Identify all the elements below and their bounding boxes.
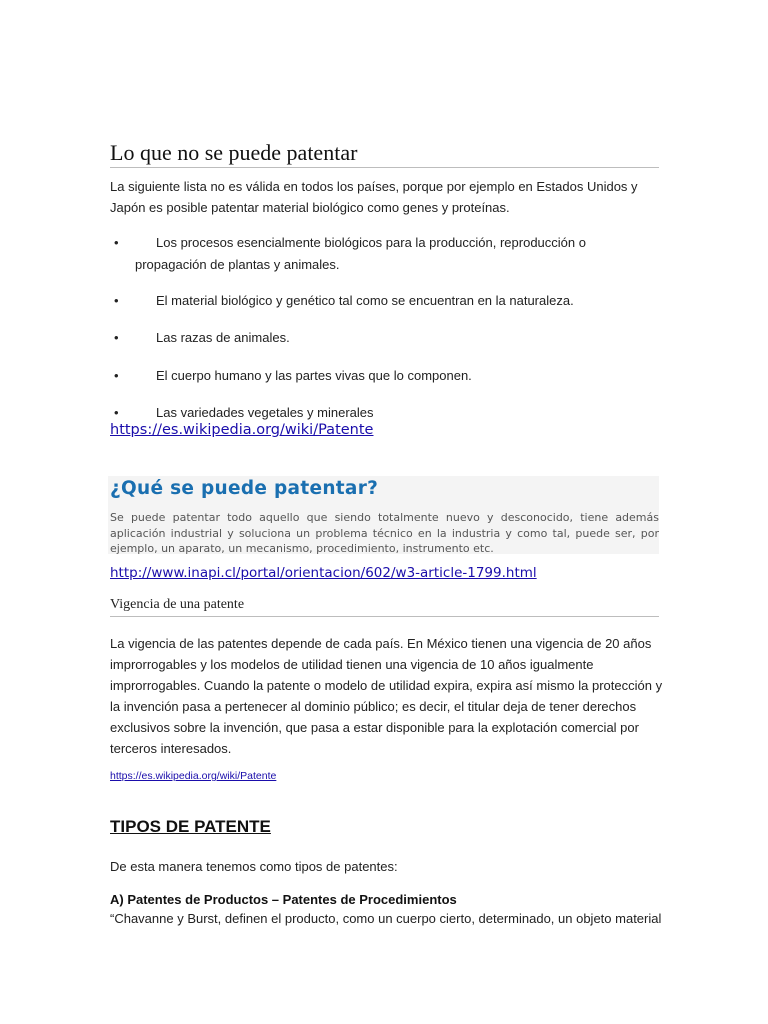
wikipedia-link[interactable]: https://es.wikipedia.org/wiki/Patente — [110, 422, 374, 438]
intro-paragraph: La siguiente lista no es válida en todos los países, porque por ejemplo en Estados Unidos y Japón es posible patentar material biológico como genes y proteínas. — [110, 179, 638, 215]
list-item-text: Los procesos esencialmente biológicos para la producción, reproducción o — [156, 235, 586, 250]
section-title-patentable: ¿Qué se puede patentar? — [110, 478, 379, 499]
bullet-icon: • — [114, 235, 119, 250]
list-item-text: El material biológico y genético tal como se encuentran en la naturaleza. — [156, 293, 574, 308]
quote-text: “Chavanne y Burst, definen el producto, como un cuerpo cierto, determinado, un objeto material — [110, 911, 662, 926]
section-title-no-patentable: Lo que no se puede patentar — [110, 140, 659, 168]
tipos-intro: De esta manera tenemos como tipos de patentes: — [110, 859, 398, 874]
bullet-icon: • — [114, 368, 119, 383]
wikipedia-link-small[interactable]: https://es.wikipedia.org/wiki/Patente — [110, 770, 277, 782]
section-title-vigencia: Vigencia de una patente — [110, 596, 659, 617]
inapi-link[interactable]: http://www.inapi.cl/portal/orientacion/602/w3-article-1799.html — [110, 565, 537, 581]
patentable-paragraph: Se puede patentar todo aquello que siendo totalmente nuevo y desconocido, tiene además aplicación industrial y soluciona un problema técnico en la industria y como tal, puede ser, por ejemplo, un aparato, un mecanismo, procedimiento, instrumento etc. — [110, 511, 659, 555]
vigencia-paragraph: La vigencia de las patentes depende de cada país. En México tienen una vigencia de 20 años improrrogables y los modelos de utilidad tienen una vigencia de 10 años igualmente improrrogables. Cuando la patente o modelo de utilidad expira, expira así mismo la protección y la invención pasa a pertenecer al dominio público; es decir, el titular deja de tener derechos exclusivos sobre la invención, que pasa a estar disponible para la explotación comercial por terceros interesados. — [110, 636, 663, 756]
bullet-icon: • — [114, 405, 119, 420]
subsection-title: A) Patentes de Productos – Patentes de Procedimientos — [110, 892, 457, 907]
list-item-text: Las variedades vegetales y minerales — [156, 405, 374, 420]
list-item-text-continued: propagación de plantas y animales. — [135, 257, 340, 272]
bullet-icon: • — [114, 330, 119, 345]
list-item-text: Las razas de animales. — [156, 330, 290, 345]
bullet-icon: • — [114, 293, 119, 308]
list-item-text: El cuerpo humano y las partes vivas que lo componen. — [156, 368, 472, 383]
section-title-tipos: TIPOS DE PATENTE — [110, 817, 271, 836]
